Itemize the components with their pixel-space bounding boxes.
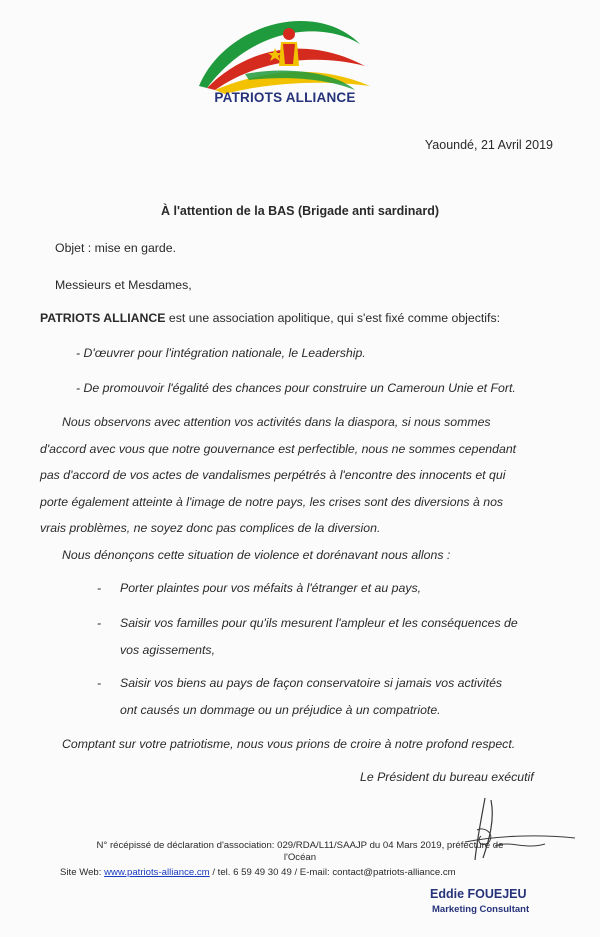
action-line: Saisir vos biens au pays de façon conservatoire si jamais vos activités — [120, 676, 503, 690]
body-line: pas d'accord de vos actes de vandalismes perpétrés à l'encontre des innocents et qui — [40, 468, 506, 482]
contact-footer — [60, 867, 456, 878]
denounce-line: Nous dénonçons cette situation de violence et dorénavant nous allons : — [62, 548, 451, 562]
body-paragraph — [40, 409, 556, 542]
letter-date: Yaoundé, 21 Avril 2019 — [424, 138, 553, 152]
action-line: Saisir vos familles pour qu'ils mesurent l'ampleur et les conséquences de — [120, 616, 518, 630]
website-link[interactable]: www.patriots-alliance.cm — [104, 867, 210, 878]
body-line: porte également atteinte à l'image de notre pays, les crises sont des diversions à nos — [40, 494, 504, 509]
action-item-text — [120, 670, 555, 723]
intro-text: est une association apolitique, qui s'est fixé comme objectifs: — [165, 311, 501, 325]
declaration-line: l'Océan — [283, 852, 317, 863]
intro-paragraph — [40, 305, 500, 332]
body-line: d'accord avec vous que notre gouvernance est perfectible, nous ne sommes cependant — [40, 441, 517, 456]
signer-name: Eddie FOUEJEU — [430, 887, 527, 901]
action-line: ont causés un dommage ou un préjudice à un compatriote. — [120, 702, 441, 717]
action-line: Porter plaintes pour vos méfaits à l'étranger et au pays, — [120, 581, 422, 595]
bullet-dash: - — [97, 616, 102, 630]
action-line: vos agissements, — [120, 642, 216, 657]
subject-line: Objet : mise en garde. — [55, 241, 176, 255]
bullet-dash: - — [97, 581, 102, 595]
attention-line: À l'attention de la BAS (Brigade anti sardinard) — [160, 204, 439, 218]
signer-role: Marketing Consultant — [432, 904, 530, 915]
org-name: PATRIOTS ALLIANCE — [214, 90, 356, 105]
signatory-title: Le Président du bureau exécutif — [360, 770, 534, 784]
body-line: vrais problèmes, ne soyez donc pas complices de la diversion. — [40, 521, 381, 535]
intro-org-name: PATRIOTS ALLIANCE — [40, 311, 166, 325]
bullet-dash: - — [97, 676, 102, 690]
body-line: Nous observons avec attention vos activités dans la diaspora, si nous sommes — [62, 415, 491, 429]
salutation: Messieurs et Mesdames, — [55, 278, 192, 292]
closing-line: Comptant sur votre patriotisme, nous vous prions de croire à notre profond respect. — [62, 737, 516, 751]
declaration-footer — [55, 840, 545, 864]
action-item-text — [120, 610, 555, 663]
action-item-text — [120, 575, 555, 602]
objective-1: - D'œuvrer pour l'intégration nationale, le Leadership. — [76, 346, 366, 360]
contact-details: / tel. 6 59 49 30 49 / E-mail: contact@patriots-alliance.cm — [209, 867, 456, 878]
declaration-line: N° récépissé de déclaration d'association: 029/RDA/L11/SAAJP du 04 Mars 2019, préfecture de — [96, 840, 504, 851]
site-label: Site Web: — [60, 867, 105, 878]
objective-2: - De promouvoir l'égalité des chances pour construire un Cameroun Unie et Fort. — [76, 381, 516, 395]
